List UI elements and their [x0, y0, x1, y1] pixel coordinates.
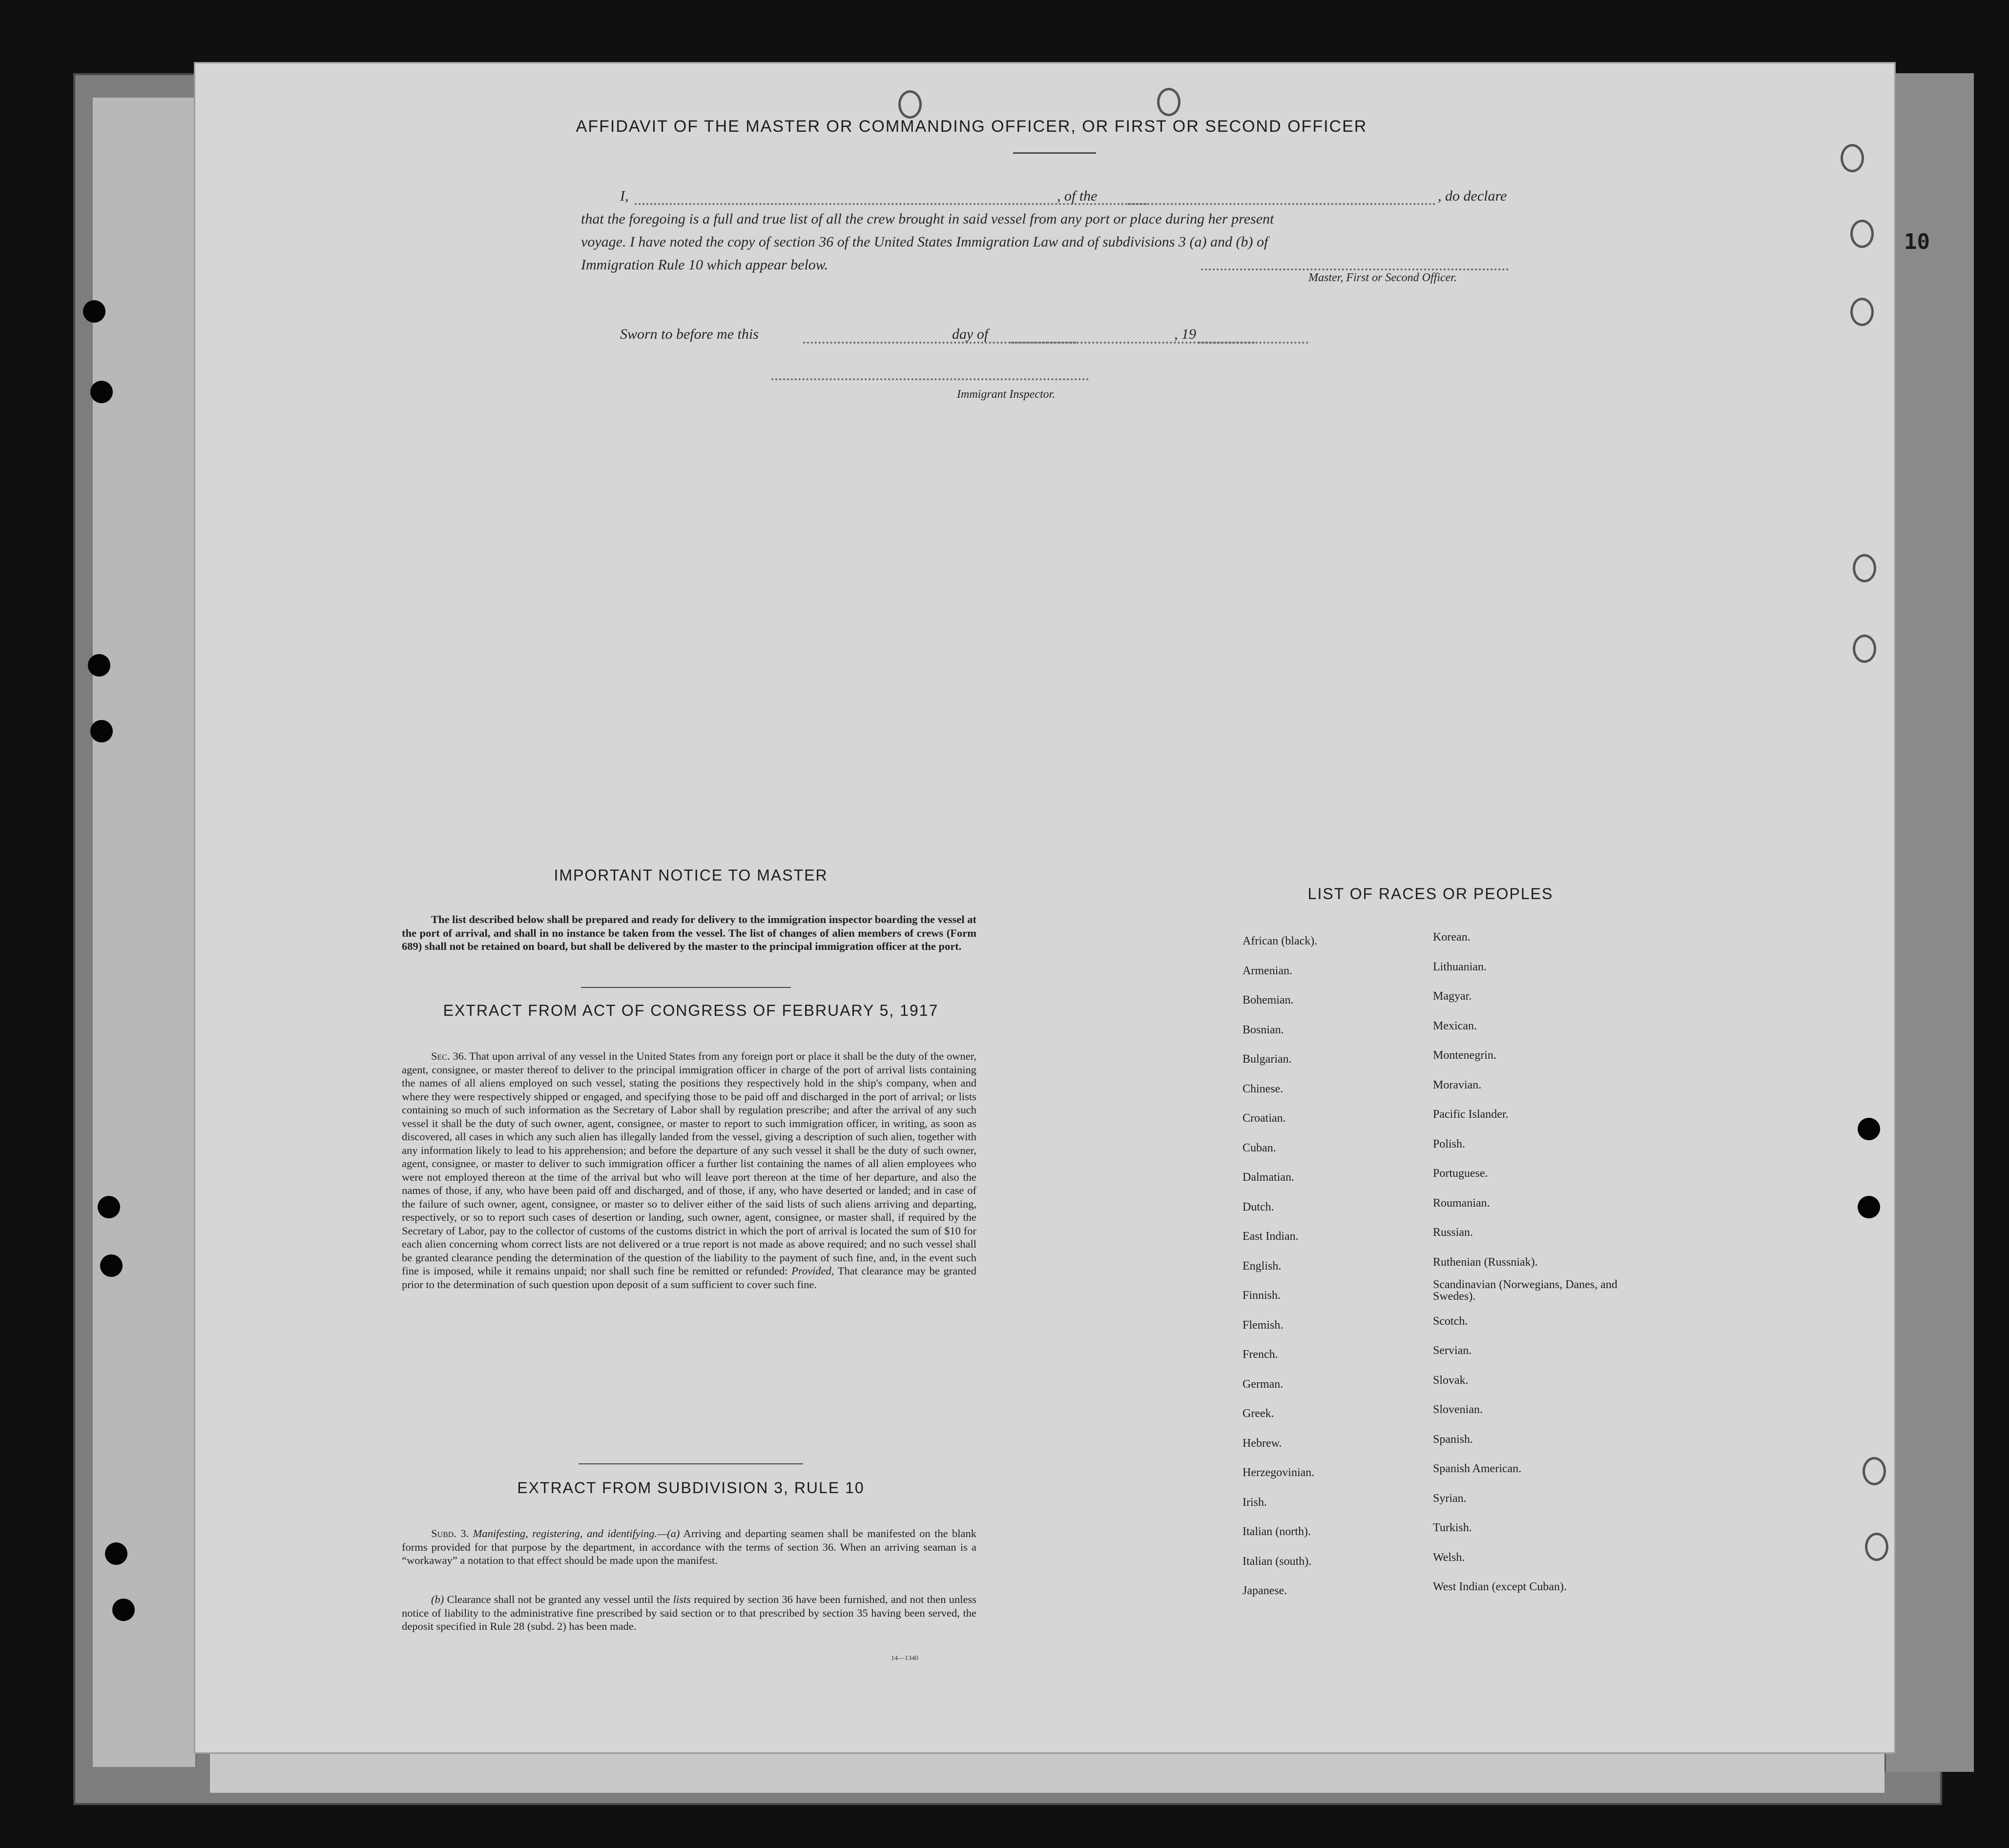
para-a-label: —(a) [657, 1527, 680, 1540]
race-item: Syrian. [1433, 1492, 1467, 1505]
provided-text: That clearance may be granted prior to the determination of such question upon deposit of a sum sufficient to cover such fine. [402, 1265, 977, 1291]
corner-mark: 10 [1904, 229, 1930, 254]
para-b-label: (b) [431, 1593, 444, 1605]
race-item: Mexican. [1433, 1019, 1477, 1032]
sworn-line [620, 326, 1255, 346]
race-item: African (black). [1243, 935, 1318, 947]
punch-hole [898, 90, 922, 119]
binder-hole [90, 720, 113, 742]
subd-heading: Manifesting, registering, and identifying. [473, 1527, 658, 1540]
race-item: Servian. [1433, 1344, 1472, 1357]
race-item: Bulgarian. [1243, 1053, 1292, 1066]
para-a-text: Arriving and departing seamen shall be manifested on the blank forms provided for that purpose by the department, in accordance with the terms of section 36. When an arriving seaman is a “workaway” a notation to that effect should be made upon the manifest. [402, 1527, 976, 1566]
rule-extract-title: EXTRACT FROM SUBDIVISION 3, RULE 10 [517, 1479, 865, 1497]
race-item: West Indian (except Cuban). [1433, 1581, 1567, 1593]
races-right-column [1433, 923, 1667, 1602]
race-item: French. [1243, 1348, 1278, 1361]
race-item: Magyar. [1433, 990, 1472, 1003]
races-title: LIST OF RACES OR PEOPLES [1307, 885, 1553, 903]
punch-hole [1850, 298, 1874, 326]
race-item: Turkish. [1433, 1521, 1472, 1534]
sec-36-label: Sec. 36. [431, 1050, 467, 1062]
binder-hole [88, 654, 110, 677]
race-item: Bosnian. [1243, 1023, 1284, 1036]
declaration-line-2: that the foregoing is a full and true list of all the crew brought in said vessel from any port or place during her present [581, 211, 1274, 227]
race-item: German. [1243, 1377, 1284, 1391]
punch-hole [1853, 554, 1876, 582]
race-item: Irish. [1243, 1496, 1267, 1509]
race-item: Flemish. [1243, 1318, 1284, 1332]
race-item: Hebrew. [1243, 1437, 1282, 1450]
race-item: Portuguese. [1433, 1167, 1488, 1180]
master-signature-label: Master, First or Second Officer. [1308, 271, 1457, 284]
year-label: , 19 [1174, 326, 1196, 342]
race-item: Scandinavian (Norwegians, Danes, and Swedes). [1433, 1278, 1617, 1303]
title-underline [1013, 152, 1096, 154]
do-declare-label: , do declare [1438, 188, 1507, 204]
para-b-text-2: required by section 36 have been furnished, and not then unless notice of liability to the administrative fine prescribed by said section or to that prescribed by section 35 having been served, the deposit specified in Rule 28 (subd. 2) has been made. [402, 1593, 976, 1632]
declaration-line-3: voyage. I have noted the copy of section 36 of the United States Immigration Law and of subdivisions 3 (a) and (b) of [581, 234, 1268, 250]
race-item: Japanese. [1243, 1584, 1287, 1597]
inspector-signature-label: Immigrant Inspector. [957, 388, 1056, 401]
race-item: Spanish. [1433, 1433, 1473, 1446]
sworn-year-field[interactable] [1199, 342, 1255, 344]
binder-hole [83, 300, 105, 323]
race-item: Bohemian. [1243, 994, 1294, 1006]
race-item: Spanish American. [1433, 1462, 1522, 1475]
race-item: Slovenian. [1433, 1403, 1483, 1416]
affidavit-title: AFFIDAVIT OF THE MASTER OR COMMANDING OFFICER, OR FIRST OR SECOND OFFICER [576, 117, 1367, 136]
sec-36-text: That upon arrival of any vessel in the United States from any foreign port or place it shall be the duty of the owner, agent, consignee, or master thereof to deliver to the principal immigration officer in charge of the port of arrival lists containing the names of all aliens employed on such vessel, stating the positions they respectively hold in the ship's company, when and where they were respectively shipped or engaged, and specifying those to be paid off and discharged in the port of arrival; or lists containing so much of such information as the Secretary of Labor shall by regulation prescribe; and after the arrival of any such vessel it shall be the duty of such owner, agent, consignee, or master to report to such immigration officer, in writing, as soon as discovered, all cases in which any such alien has illegally landed from the vessel, giving a description of such alien, together with any information likely to lead to his apprehension; and before the departure of any such vessel it shall be the duty of such owner, agent, consignee, or master to deliver to such immigration officer a further list containing the names of all alien employees who were not employed thereon at the time of the arrival but who will leave port thereon at the time of her departure, and also the names of those, if any, who have been paid off and discharged, and of those, if any, who have deserted or landed; and in case of the failure of such owner, agent, consignee, or master so to deliver either of the said lists of such aliens arriving and departing, respectively, or so to report such cases of desertion or landing, such owner, agent, consignee, or master shall, if required by the Secretary of Labor, pay to the collector of customs of the customs district in which the port of arrival is located the sum of $10 for each alien concerning whom correct lists are not delivered or a true report is not made as above required; and no such vessel shall be granted clearance pending the determination of the question of the liability to the payment of such fine, and, in the event such fine is imposed, while it remains unpaid; nor shall such fine be remitted or refunded: [402, 1050, 977, 1277]
binder-hole [90, 381, 113, 403]
race-item: English. [1243, 1259, 1282, 1273]
race-item: Roumanian. [1433, 1196, 1490, 1210]
affidavit-declaration [581, 185, 1526, 276]
punch-hole [1858, 1196, 1880, 1218]
para-b-text-1: Clearance shall not be granted any vessel until the [447, 1593, 670, 1605]
race-item: Montenegrin. [1433, 1049, 1496, 1062]
notice-title: IMPORTANT NOTICE TO MASTER [554, 866, 828, 884]
binder-hole [105, 1542, 127, 1565]
races-left-column [1243, 926, 1438, 1606]
binder-hole [100, 1254, 123, 1277]
race-item: Italian (south). [1243, 1555, 1312, 1568]
para-b-lists: lists [673, 1593, 691, 1605]
race-item: Italian (north). [1243, 1525, 1311, 1538]
section-divider [581, 987, 791, 988]
punch-hole [1841, 144, 1864, 172]
section-divider [579, 1463, 803, 1464]
punch-hole [1865, 1533, 1888, 1561]
punch-hole [1850, 220, 1874, 248]
race-item: Korean. [1433, 931, 1471, 944]
notice-body-text: The list described below shall be prepared and ready for delivery to the immigration inspector boarding the vessel at the port of arrival, and shall in no instance be taken from the vessel. The list of changes of alien members of crews (Form 689) shall not be retained on board, but shall be delivered by the master to the principal immigration officer at the port. [402, 913, 976, 952]
race-item: Dutch. [1243, 1200, 1274, 1213]
rule-extract-para-a [402, 1527, 976, 1567]
race-item: Croatian. [1243, 1112, 1286, 1125]
punch-hole [1858, 1118, 1880, 1140]
day-of-label: day of [952, 326, 989, 342]
notice-body [402, 913, 976, 953]
rule-extract-para-b [402, 1593, 976, 1633]
of-the-label: , of the [1057, 188, 1098, 204]
race-item: Dalmatian. [1243, 1171, 1294, 1184]
race-item: Ruthenian (Russniak). [1433, 1255, 1538, 1269]
race-item: Slovak. [1433, 1374, 1469, 1387]
race-item: Herzegovinian. [1243, 1466, 1315, 1479]
sworn-month-field[interactable] [1011, 342, 1308, 344]
act-extract-body [402, 1049, 976, 1291]
punch-hole [1157, 88, 1181, 116]
race-item: Russian. [1433, 1226, 1473, 1239]
vessel-name-field[interactable] [1128, 203, 1435, 205]
race-item: Cuban. [1243, 1141, 1276, 1154]
race-item: Scotch. [1433, 1314, 1468, 1328]
race-item: Armenian. [1243, 964, 1292, 977]
race-item: Lithuanian. [1433, 960, 1487, 973]
subd-label: Subd. 3. [431, 1527, 469, 1540]
sworn-label: Sworn to before me this [620, 326, 759, 342]
race-item: Finnish. [1243, 1289, 1281, 1302]
declarant-i: I, [620, 188, 629, 204]
binder-hole [98, 1196, 120, 1218]
act-extract-title: EXTRACT FROM ACT OF CONGRESS OF FEBRUARY 5, 1917 [443, 1002, 939, 1019]
race-item: East Indian. [1243, 1230, 1299, 1243]
binder-hole [112, 1599, 135, 1621]
punch-hole [1853, 635, 1876, 663]
inspector-signature-line[interactable] [771, 378, 1089, 380]
master-signature-line[interactable] [1201, 268, 1509, 270]
race-item: Moravian. [1433, 1078, 1482, 1091]
race-item: Polish. [1433, 1137, 1466, 1150]
provided-label: Provided, [791, 1265, 834, 1277]
punch-hole [1863, 1457, 1886, 1485]
declaration-line-4: Immigration Rule 10 which appear below. [581, 257, 828, 273]
race-item: Chinese. [1243, 1082, 1284, 1095]
right-page-strip [1885, 73, 1974, 1772]
sheet-bottom-edge [210, 1752, 1885, 1793]
race-item: Pacific Islander. [1433, 1108, 1509, 1121]
race-item: Greek. [1243, 1407, 1274, 1420]
race-item: Welsh. [1433, 1551, 1465, 1564]
form-number: 14—1340 [891, 1655, 918, 1662]
left-page-strip [93, 98, 197, 1767]
